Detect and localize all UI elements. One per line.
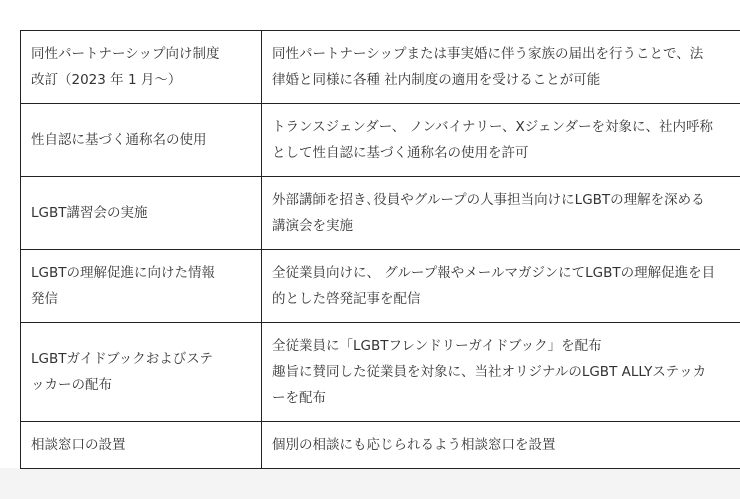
item-text: LGBTガイドブックおよびステ xyxy=(31,351,213,367)
item-cell xyxy=(21,422,262,469)
item-text: 改訂（2023 年 1 月～） xyxy=(31,72,182,88)
item-text: 性自認に基づく通称名の使用 xyxy=(31,132,207,148)
description-text: 全従業員に「LGBTフレンドリーガイドブック」を配布 xyxy=(272,338,602,354)
description-text: 律婚と同様に各種 社内制度の適用を受けることが可能 xyxy=(272,72,601,88)
description-cell xyxy=(262,177,740,250)
description-text: 個別の相談にも応じられるよう相談窓口を設置 xyxy=(272,437,556,453)
policy-table xyxy=(20,30,740,469)
description-cell xyxy=(262,323,740,422)
description-text: ーを配布 xyxy=(272,390,326,406)
item-text: 同性パートナーシップ向け制度 xyxy=(31,46,220,62)
description-text: 趣旨に賛同した従業員を対象に、当社オリジナルのLGBT ALLYステッカ xyxy=(272,364,707,380)
description-text: として性自認に基づく通称名の使用を許可 xyxy=(272,145,529,161)
description-text: 外部講師を招き､役員やグループの人事担当向けにLGBTの理解を深める xyxy=(272,192,705,208)
item-cell xyxy=(21,250,262,323)
description-cell xyxy=(262,31,740,104)
table-row xyxy=(21,323,740,422)
item-text: 相談窓口の設置 xyxy=(31,437,126,453)
table-row xyxy=(21,31,740,104)
description-cell xyxy=(262,104,740,177)
description-text: 講演会を実施 xyxy=(272,218,353,234)
description-text: 同性パートナーシップまたは事実婚に伴う家族の届出を行うことで、法 xyxy=(272,46,704,62)
item-text: LGBT講習会の実施 xyxy=(31,205,148,221)
item-cell xyxy=(21,31,262,104)
description-text: 的とした啓発記事を配信 xyxy=(272,291,421,307)
item-cell xyxy=(21,104,262,177)
description-text: トランスジェンダー、 ノンバイナリー、Xジェンダーを対象に、社内呼称 xyxy=(272,119,713,135)
item-cell xyxy=(21,177,262,250)
description-cell xyxy=(262,250,740,323)
table-row xyxy=(21,422,740,469)
table-row xyxy=(21,104,740,177)
description-cell xyxy=(262,422,740,469)
item-text: 発信 xyxy=(31,291,58,307)
item-cell xyxy=(21,323,262,422)
item-text: ッカーの配布 xyxy=(31,377,112,393)
table-row xyxy=(21,250,740,323)
description-text: 全従業員向けに、 グループ報やメールマガジンにてLGBTの理解促進を目 xyxy=(272,265,716,281)
table-row xyxy=(21,177,740,250)
item-text: LGBTの理解促進に向けた情報 xyxy=(31,265,215,281)
